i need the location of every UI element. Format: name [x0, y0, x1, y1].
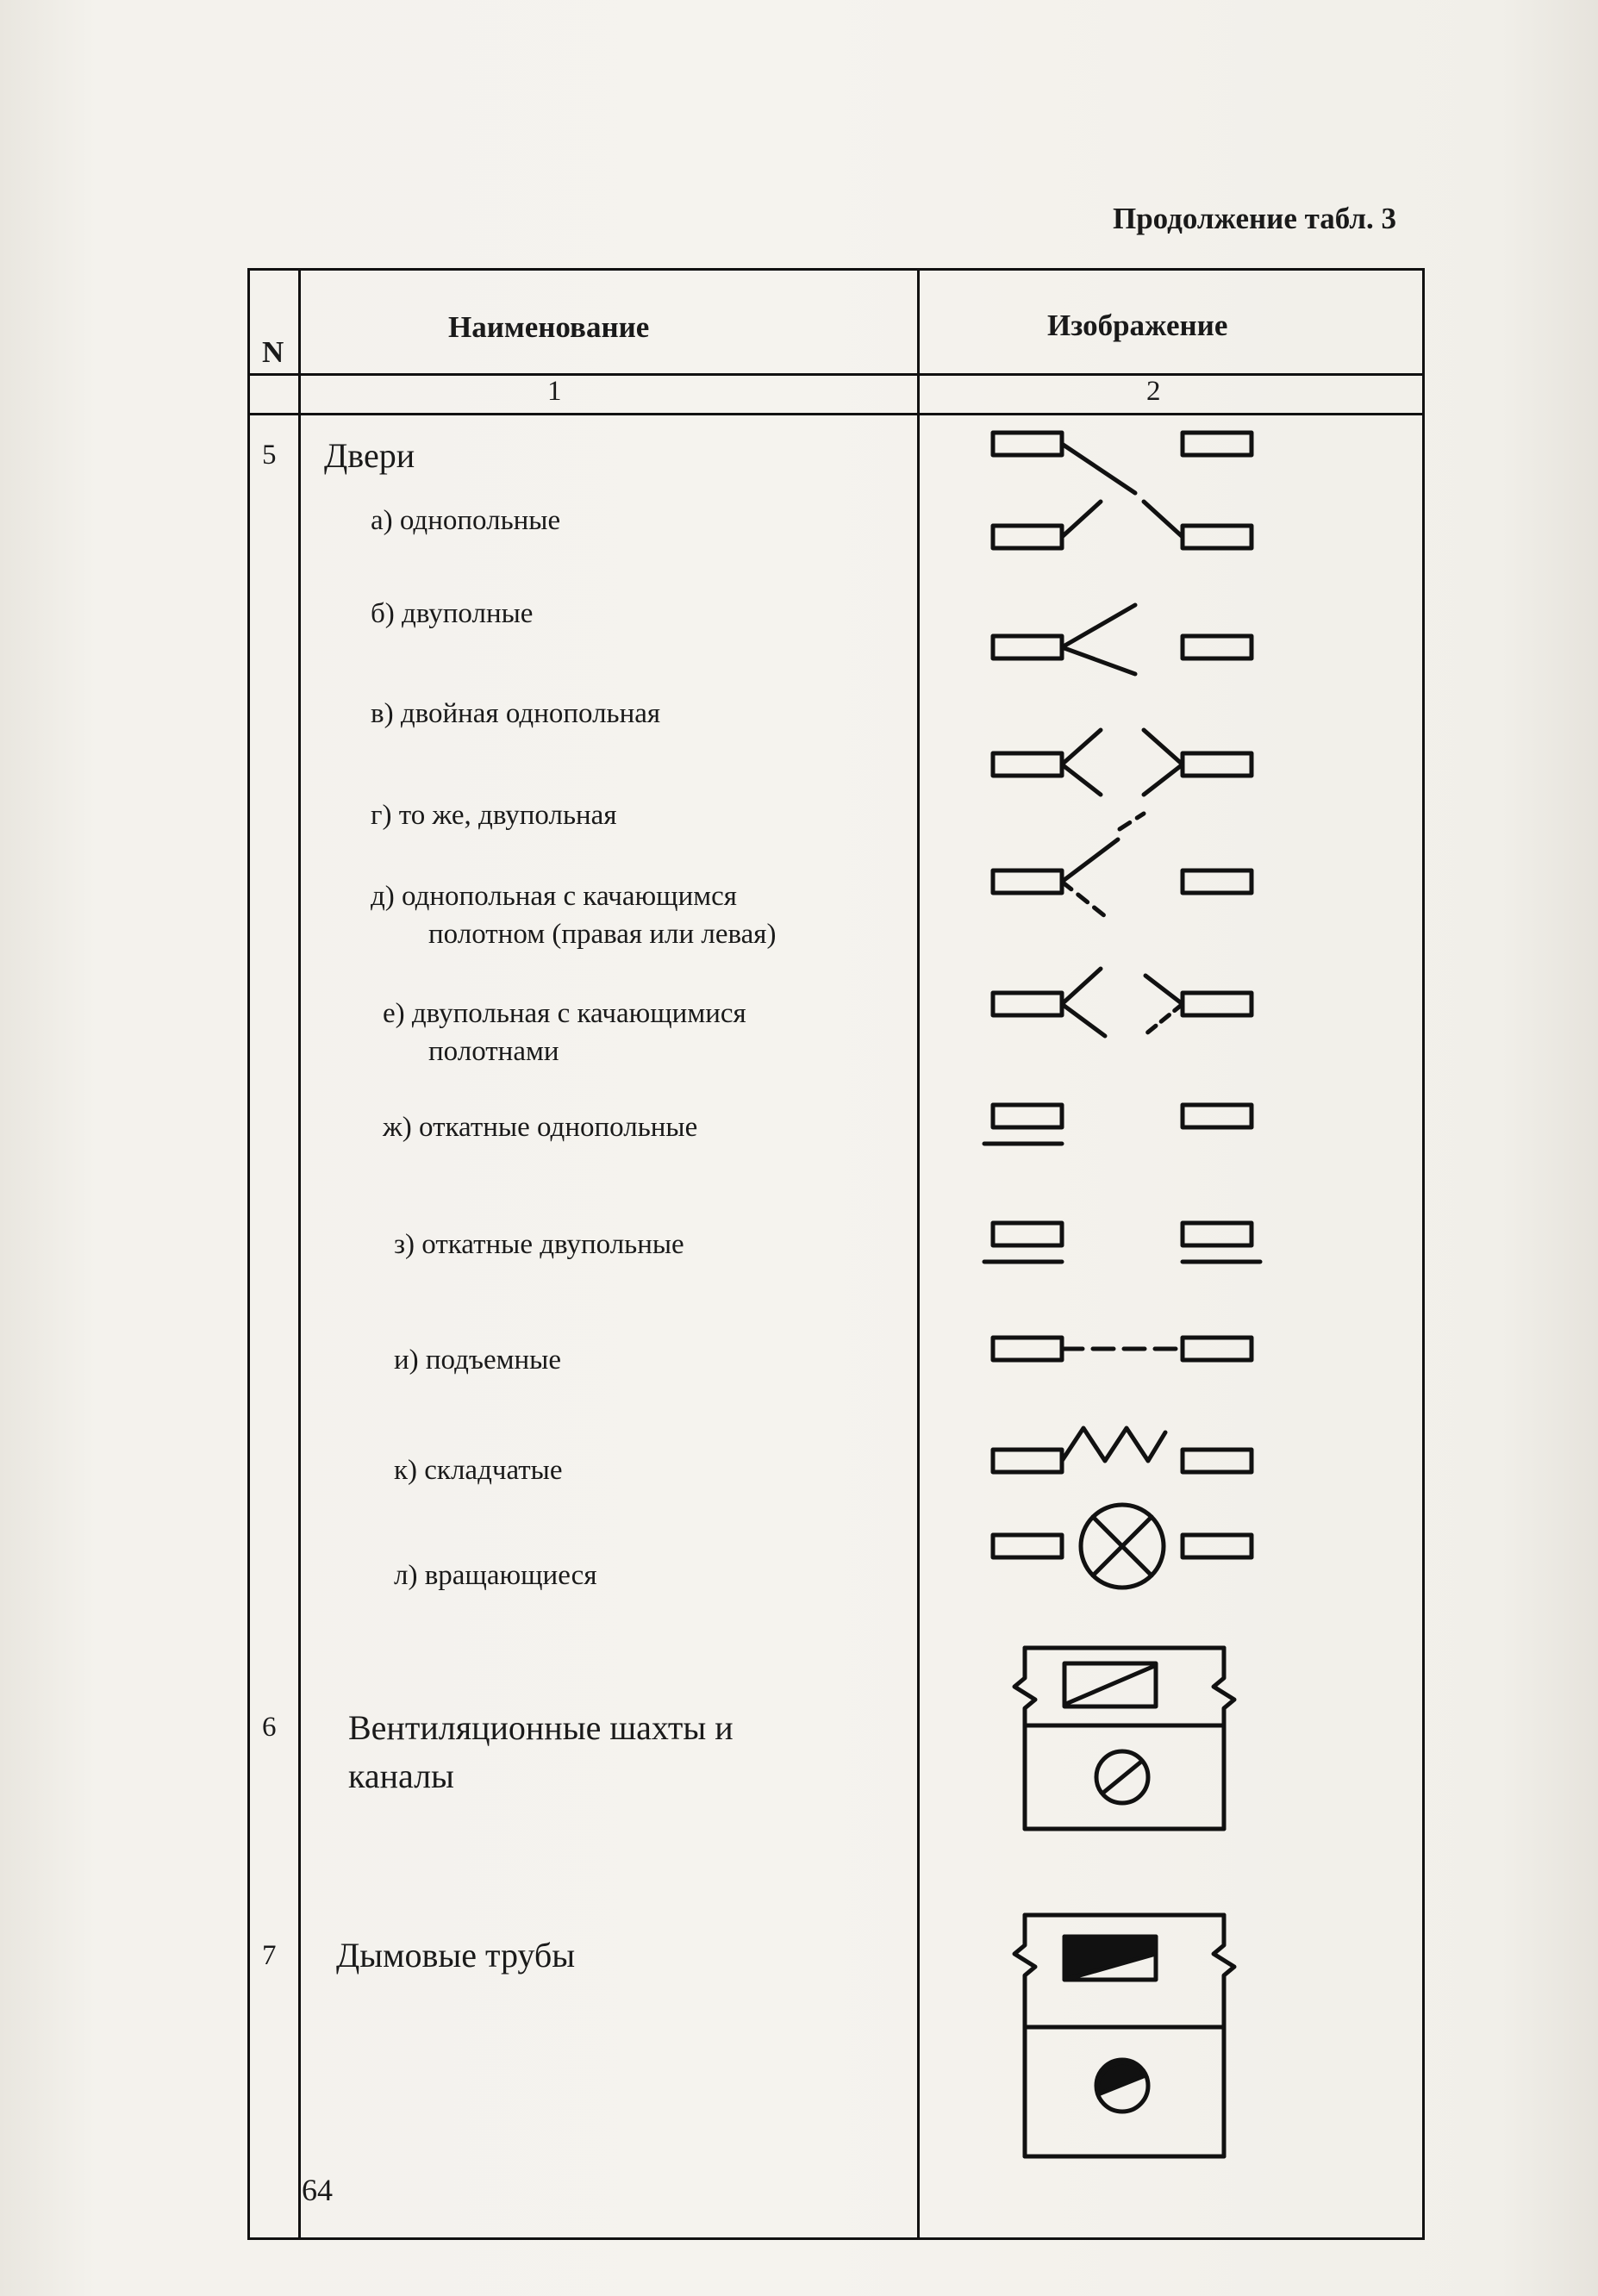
- symbols-table: [247, 268, 1425, 2240]
- swing-double-door-symbol: [993, 969, 1252, 1036]
- page-number: 64: [302, 2173, 333, 2207]
- row-title-ventilation-line1: Вентиляционные шахты и: [348, 1708, 733, 1747]
- header-image: Изображение: [1047, 309, 1228, 342]
- symbols-drawing: [920, 415, 1425, 2240]
- door-item-i: и) подъемные: [394, 1345, 561, 1376]
- double-single-leaf-door-symbol: [993, 605, 1252, 674]
- swing-single-door-symbol: [993, 814, 1252, 920]
- door-item-b: б) двуполные: [371, 598, 534, 629]
- door-item-d-line1: д) однопольная с качающимся: [371, 881, 737, 912]
- door-item-zh: ж) откатные однопольные: [383, 1112, 698, 1143]
- row-number: 5: [262, 440, 277, 471]
- header-divider: [250, 373, 1422, 376]
- sliding-double-door-symbol: [984, 1223, 1260, 1262]
- header-name: Наименование: [448, 310, 650, 344]
- row-title-doors: Двери: [324, 436, 415, 475]
- double-double-leaf-door-symbol: [993, 730, 1252, 795]
- folding-door-symbol: [993, 1428, 1252, 1472]
- row-number: 7: [262, 1940, 277, 1971]
- double-door-symbol: [993, 502, 1252, 548]
- column-number-2: 2: [1146, 376, 1161, 407]
- revolving-door-symbol: [993, 1505, 1252, 1588]
- door-item-v: в) двойная однопольная: [371, 698, 661, 729]
- single-door-symbol: [993, 433, 1252, 493]
- table-caption: Продолжение табл. 3: [1112, 202, 1396, 235]
- column-divider: [298, 271, 301, 2237]
- door-item-l: л) вращающиеся: [394, 1560, 597, 1591]
- ventilation-shaft-symbol: [1014, 1648, 1234, 1829]
- sliding-single-door-symbol: [984, 1105, 1252, 1144]
- door-item-a: а) однопольные: [371, 505, 561, 536]
- door-item-e-line2: полотнами: [428, 1036, 559, 1067]
- column-number-1: 1: [547, 376, 562, 407]
- door-item-e-line1: е) двупольная с качающимися: [383, 998, 746, 1029]
- header-num: N: [262, 335, 284, 369]
- door-item-k: к) складчатые: [394, 1455, 563, 1486]
- door-item-z: з) откатные двупольные: [394, 1229, 684, 1260]
- lift-door-symbol: [993, 1338, 1252, 1360]
- chimney-symbol: [1014, 1915, 1234, 2156]
- row-title-ventilation-line2: каналы: [348, 1756, 454, 1795]
- door-item-d-line2: полотном (правая или левая): [428, 919, 777, 950]
- row-number: 6: [262, 1712, 277, 1743]
- row-title-chimneys: Дымовые трубы: [336, 1936, 576, 1975]
- door-item-g: г) то же, двупольная: [371, 800, 617, 831]
